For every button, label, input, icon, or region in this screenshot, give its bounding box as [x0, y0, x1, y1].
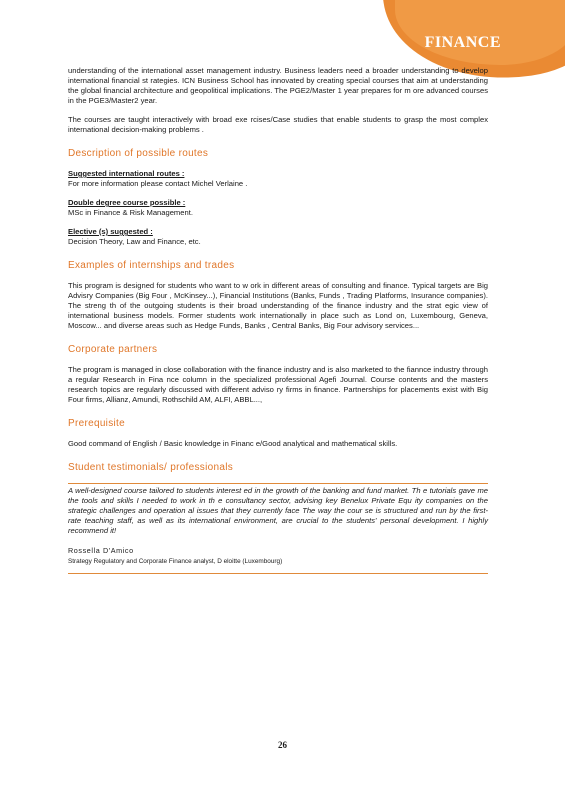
route-title: Suggested international routes :	[68, 169, 185, 178]
route-text: For more information please contact Michel Verlaine .	[68, 179, 248, 188]
route-text: MSc in Finance & Risk Management.	[68, 208, 193, 217]
testimonial-author: Rossella D'Amico	[68, 546, 134, 555]
section-label: FINANCE	[424, 34, 501, 51]
route-title: Double degree course possible :	[68, 198, 186, 207]
page-number: 26	[278, 740, 287, 750]
testimonials-heading: Student testimonials/ professionals	[68, 462, 234, 473]
description-heading: Description of possible routes	[68, 148, 209, 159]
route-double-degree	[68, 198, 488, 218]
partners-text: The program is managed in close collaboration with the finance industry and is also marketed to the fiannce industry through a regular Research in Fina nce column in the specialized professional Agefi Journal. Course contents and the masters research topics are regularly discussed with different adviso ry firms in finance. Partnerships for placements exist with Big Four firms, Allianz, Amundi, Rothschild AM, ALFI, ABBL...,	[68, 365, 488, 404]
internships-heading: Examples of internships and trades	[68, 260, 235, 271]
partners-heading: Corporate partners	[68, 344, 158, 355]
route-international	[68, 169, 488, 189]
route-title: Elective (s) suggested :	[68, 227, 153, 236]
prerequisite-heading: Prerequisite	[68, 418, 125, 429]
testimonial-author-role: Strategy Regulatory and Corporate Finance analyst, D eloitte (Luxembourg)	[68, 558, 283, 565]
testimonial-quote: A well-designed course tailored to students interest ed in the growth of the banking and fund market. Th e tutorials gave me the tools and skills I needed to work in th e consultancy sector, advising key Benelux Private Equ ity companies on the strategic challenges and operation al issues that they currently face The way the cour se is structured and run by the first-rate teaching staff, as well as its international environment, are crucial to the students' personal development. I highly recommend it!	[68, 486, 488, 535]
route-electives	[68, 227, 488, 247]
internships-text: This program is designed for students who want to w ork in different areas of consulting and finance. Typical targets are Big Advisry Companies (Big Four , McKinsey...), Financial Institutions (Banks, Funds , Trading Platforms, Insurance companies). The streng th of the outgoing students is their broad understanding of the finance industry and the strat egic view of international business models. Former students work internationally in place such as Lond on, Luxembourg, Geneva, Moscow... and diverse areas such as Hedge Funds, Banks , Central Banks, Big Four advisory services...	[68, 281, 488, 330]
intro-paragraph-2: The courses are taught interactively with broad exe rcises/Case studies that enable students to grasp the most complex international decision-making problems .	[68, 115, 488, 134]
testimonial-box	[68, 483, 488, 574]
route-text: Decision Theory, Law and Finance, etc.	[68, 237, 201, 246]
prerequisite-text: Good command of English / Basic knowledge in Financ e/Good analytical and mathematical skills.	[68, 439, 398, 448]
page-content	[68, 66, 488, 574]
intro-paragraph-1: understanding of the international asset management industry. Business leaders need a broader understanding to develop international financial st rategies. ICN Business School has innovated by creating special courses that aim at understanding the global financial architecture and geopolitical implications. The PGE2/Master 1 year prepares for m ore advanced courses in the PGE3/Master2 year.	[68, 66, 488, 105]
